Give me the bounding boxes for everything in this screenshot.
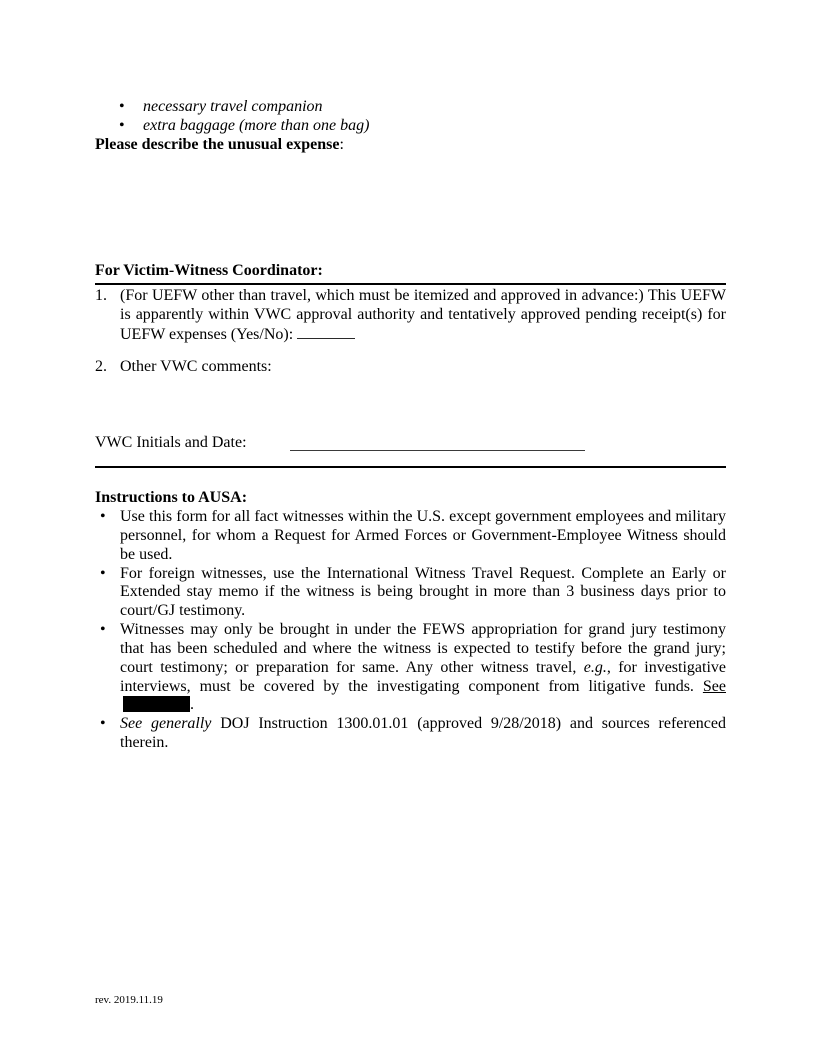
item-text: [120, 358, 726, 377]
item-1-text: (For UEFW other than travel, which must be itemized and approved in advance:) This UEFW is apparently within VWC approval authority and tentatively approved pending receipt(s) for UEFW expenses (Yes/No):: [120, 287, 726, 344]
vwc-section-heading: For Victim-Witness Coordinator:: [95, 262, 726, 285]
vwc-initials-label: VWC Initials and Date:: [95, 434, 247, 451]
list-item-text: extra baggage (more than one bag): [143, 117, 370, 134]
item-text: [120, 287, 726, 345]
bullet-icon: •: [100, 621, 106, 639]
bullet-icon: •: [100, 508, 106, 525]
instruction-item-4: [95, 715, 726, 753]
bullet-icon: •: [100, 564, 106, 582]
revision-footer: rev. 2019.11.19: [95, 994, 163, 1006]
instruction-item-3-period: .: [190, 696, 194, 714]
list-item-text: necessary travel companion: [143, 98, 323, 115]
instruction-item-1: [95, 508, 726, 565]
bullet-icon: •: [119, 117, 125, 134]
item-number: 2.: [95, 358, 107, 375]
vwc-item-1: [95, 287, 726, 345]
section-divider-rule: [95, 466, 726, 468]
unusual-expense-bullet-list: [95, 97, 726, 135]
describe-expense-colon: :: [339, 136, 344, 153]
item-number: 1.: [95, 287, 107, 304]
bullet-icon: •: [100, 715, 106, 733]
instruction-item-4-text: DOJ Instruction 1300.01.01 (approved 9/28/2018) and sources referenced therein.: [120, 715, 727, 752]
see-citation: See: [702, 677, 726, 695]
redaction-box: [123, 696, 190, 712]
instructions-heading: Instructions to AUSA:: [95, 489, 248, 506]
item-2-text: Other VWC comments:: [120, 358, 272, 375]
instruction-item-3-text-mid: , for investigative interviews, must be covered by the investigating component from litigative funds.: [120, 658, 726, 695]
instruction-item-3-eg: e.g.: [583, 658, 607, 676]
instruction-item-3-text-pre: Witnesses may only be brought in under the FEWS appropriation for grand jury testimony that has been scheduled and where the witness is expected to testify before the grand jury; court testimony; or preparation for same. Any other witness travel,: [120, 621, 726, 676]
describe-expense-prompt: [95, 135, 726, 154]
bullet-icon: •: [119, 98, 125, 115]
vwc-initials-blank-field: [290, 434, 585, 451]
list-item: [95, 97, 726, 116]
instruction-item-2-text: For foreign witnesses, use the International Witness Travel Request. Complete an Early or Extended stay memo if the witness is being brought in more than 3 business days prior to court/GJ testimony.: [120, 564, 726, 620]
vwc-initials-row: [95, 434, 726, 453]
see-generally-citation: See generally: [120, 715, 212, 733]
instruction-item-2: [95, 565, 726, 622]
list-item: [95, 116, 726, 135]
vwc-item-2: [95, 358, 726, 377]
instructions-bullet-list: [95, 508, 726, 753]
instruction-item-1-text: Use this form for all fact witnesses within the U.S. except government employees and military personnel, for whom a Request for Armed Forces or Government-Employee Witness should be used.: [120, 508, 726, 563]
instruction-item-3: [95, 621, 726, 715]
yes-no-blank-field: [297, 324, 355, 339]
describe-expense-label: Please describe the unusual expense: [95, 136, 340, 153]
